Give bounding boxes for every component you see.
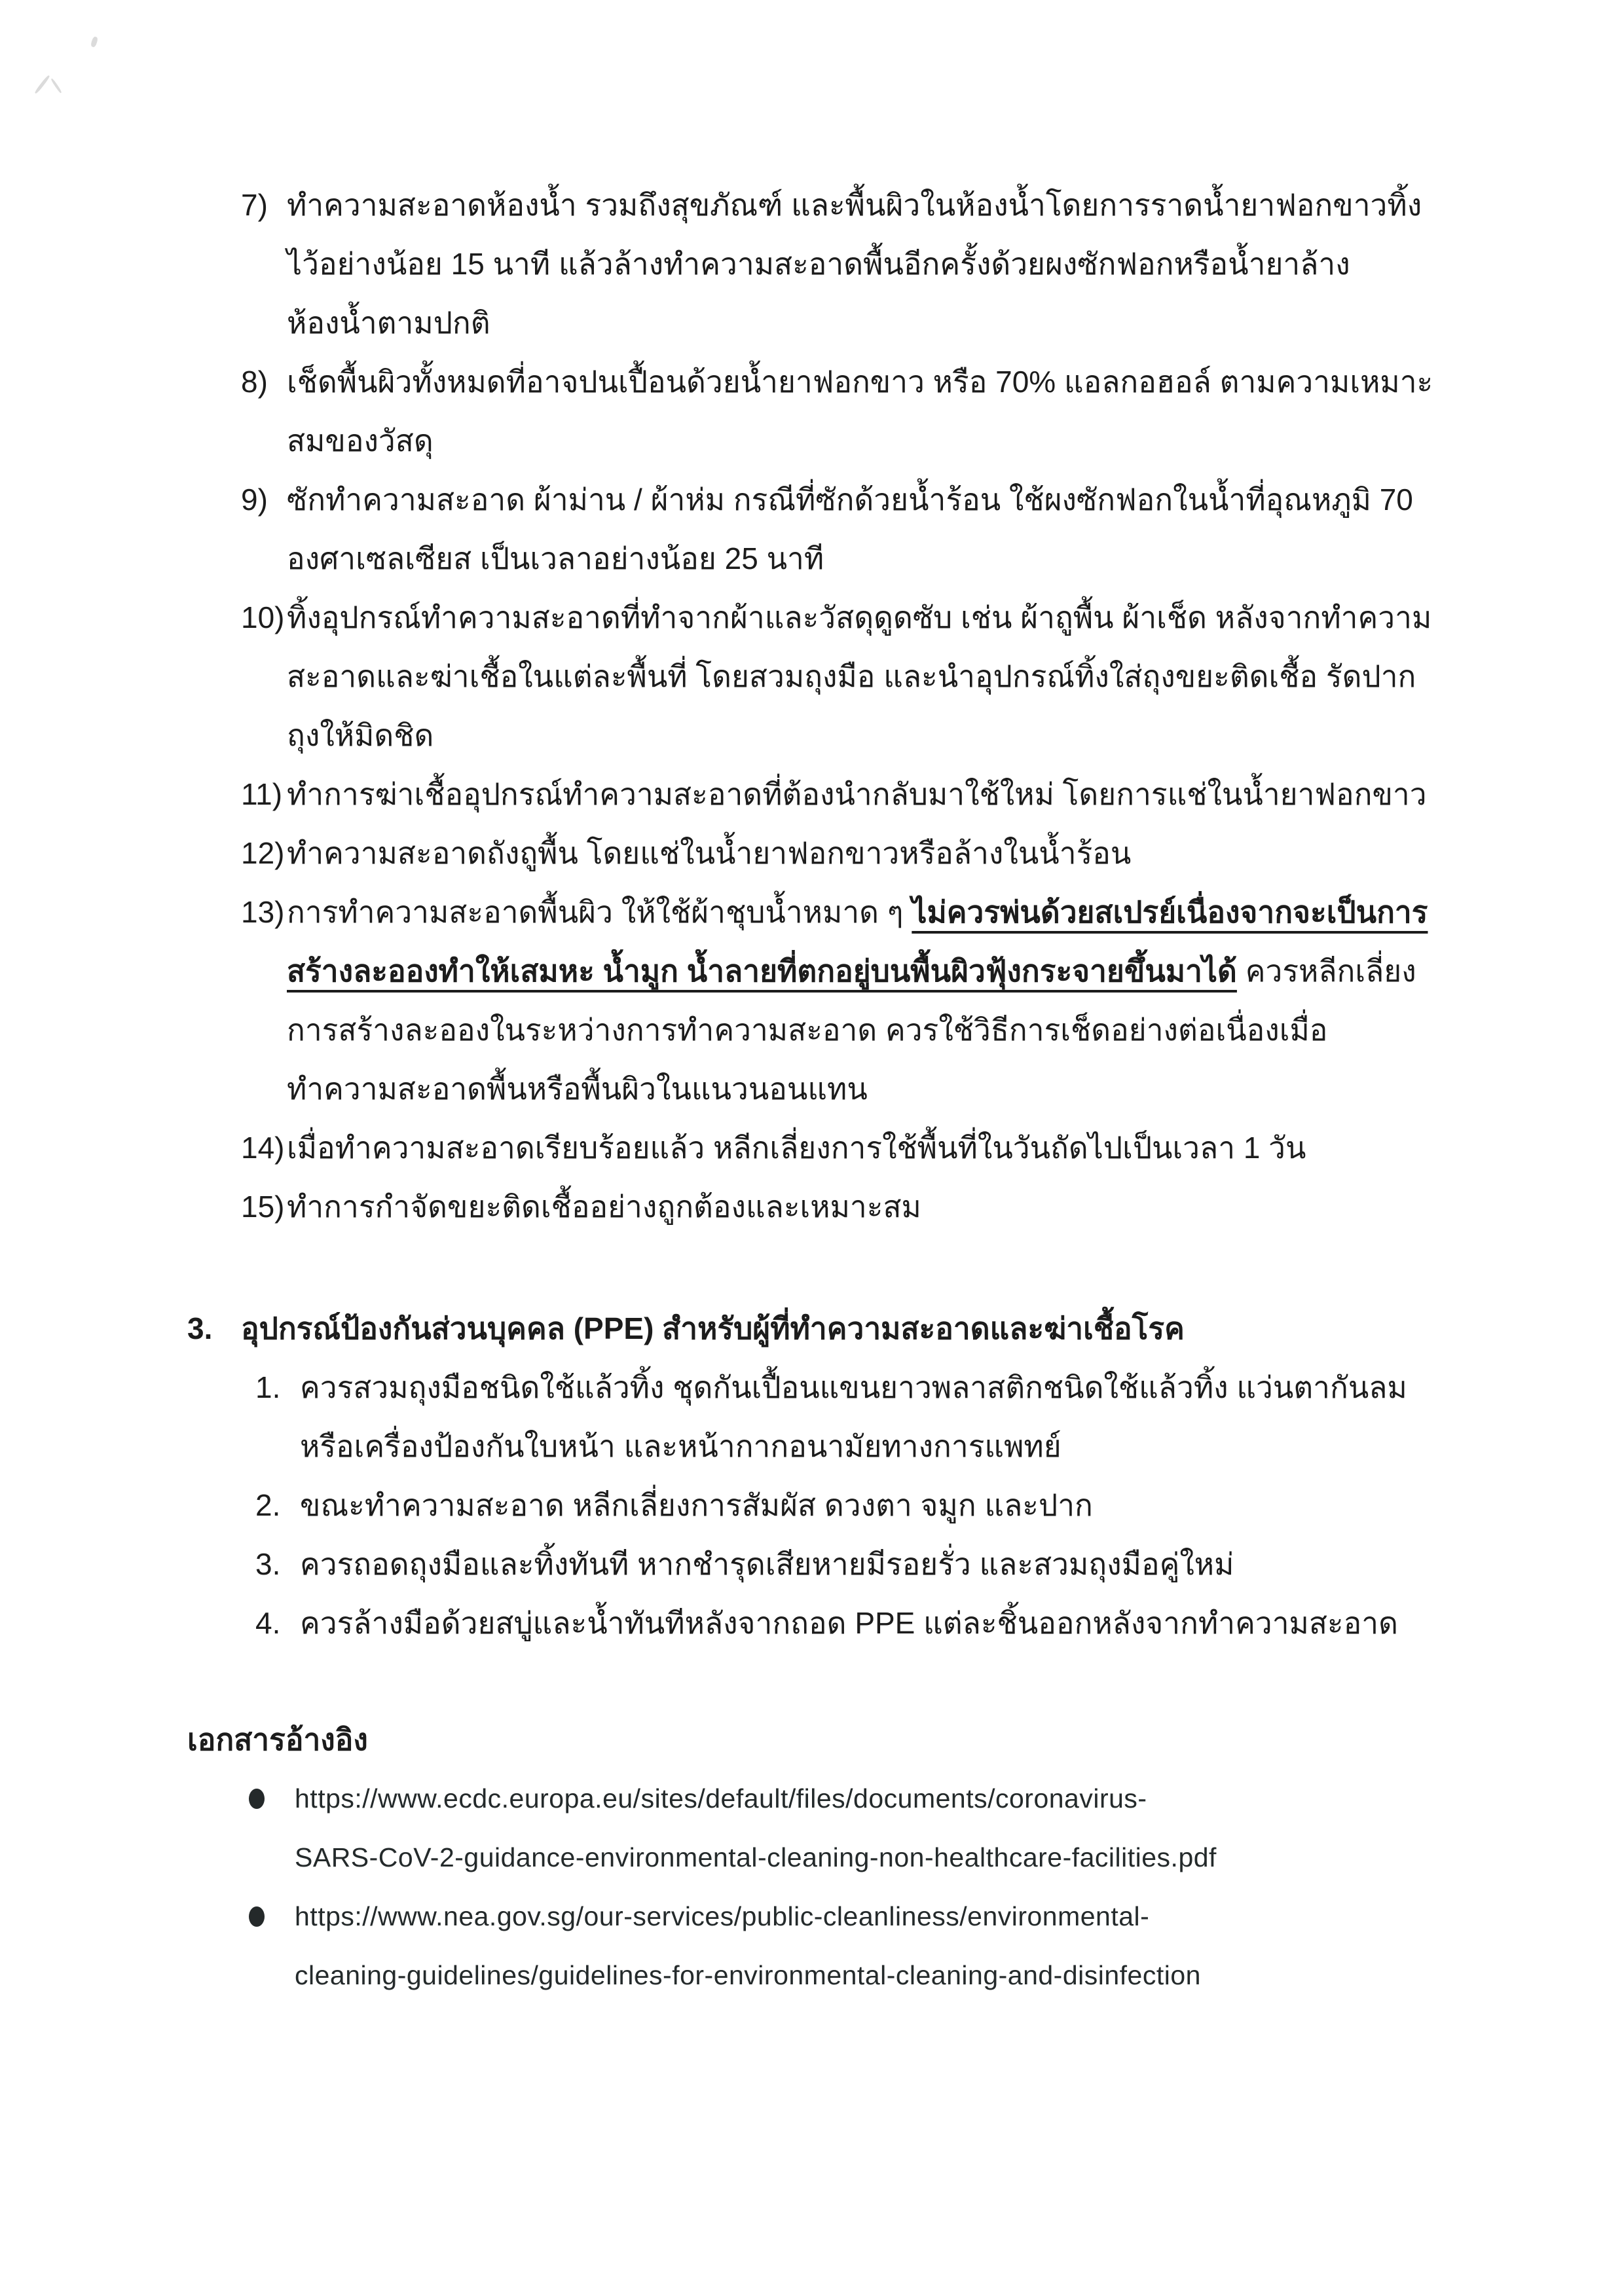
list-item [255, 1358, 1434, 1476]
list-item [255, 1535, 1434, 1594]
list-item-text: ทำความสะอาดห้องน้ำ รวมถึงสุขภัณฑ์ และพื้นผิวในห้องน้ำโดยการราดน้ำยาฟอกขาวทิ้งไว้อย่างน้อย 15 นาที แล้วล้างทำความสะอาดพื้นอีกครั้งด้วยผงซักฟอกหรือน้ำยาล้างห้องน้ำตามปกติ [287, 188, 1422, 340]
ppe-section-heading [187, 1299, 1434, 1358]
list-item [255, 1476, 1434, 1535]
page-content [187, 175, 1434, 2005]
list-item [241, 470, 1434, 588]
list-item-text: ซักทำความสะอาด ผ้าม่าน / ผ้าห่ม กรณีที่ซักด้วยน้ำร้อน ใช้ผงซักฟอกในน้ำที่อุณหภูมิ 70 องศาเซลเซียส เป็นเวลาอย่างน้อย 25 นาที [287, 483, 1413, 575]
list-item [241, 765, 1434, 824]
reference-url: https://www.nea.gov.sg/our-services/public-cleanliness/environmental-cleaning-guidelines/guidelines-for-environmental-cleaning-and-disinfection [295, 1901, 1201, 1990]
list-item [241, 175, 1434, 352]
list-item [241, 883, 1434, 1118]
list-item-text: ขณะทำความสะอาด หลีกเลี่ยงการสัมผัส ดวงตา จมูก และปาก [300, 1488, 1093, 1522]
list-item-text: ทำการกำจัดขยะติดเชื้ออย่างถูกต้องและเหมาะสม [287, 1190, 921, 1224]
list-item-text: ควรถอดถุงมือและทิ้งทันที หากชำรุดเสียหายมีรอยรั่ว และสวมถุงมือคู่ใหม่ [300, 1547, 1234, 1581]
list-item-text: ควรล้างมือด้วยสบู่และน้ำทันทีหลังจากถอด PPE แต่ละชิ้นออกหลังจากทำความสะอาด [300, 1606, 1398, 1640]
list-item-text-segment: ควรหลีกเลี่ยงการสร้างละอองในระหว่างการทำความสะอาด ควรใช้วิธีการเช็ดอย่างต่อเนื่องเมื่อทำความสะอาดพื้นหรือพื้นผิวในแนวนอนแทน [287, 954, 1416, 1106]
section-number: 3. [187, 1311, 213, 1345]
list-item-number: 13) [241, 895, 285, 929]
list-item [241, 824, 1434, 883]
list-item [241, 1118, 1434, 1177]
list-item-number: 15) [241, 1190, 285, 1224]
list-item-number: 3. [255, 1547, 281, 1581]
list-item-number: 14) [241, 1131, 285, 1165]
scan-artifact [50, 78, 62, 94]
list-item-number: 10) [241, 600, 285, 634]
references-heading: เอกสารอ้างอิง [187, 1722, 368, 1757]
list-item [255, 1594, 1434, 1652]
list-item-number: 8) [241, 365, 268, 399]
bullet-icon [249, 1906, 265, 1927]
ppe-list [255, 1358, 1434, 1652]
list-item-number: 1. [255, 1370, 281, 1404]
references-list [249, 1769, 1434, 2005]
scan-artifact [34, 75, 50, 94]
reference-item [249, 1887, 1434, 2005]
list-item [241, 1177, 1434, 1236]
list-item-number: 4. [255, 1606, 281, 1640]
list-item-number: 2. [255, 1488, 281, 1522]
reference-url: https://www.ecdc.europa.eu/sites/default/files/documents/coronavirus-SARS-CoV-2-guidance-environmental-cleaning-non-healthcare-facilities.pdf [295, 1783, 1217, 1872]
list-item-number: 7) [241, 188, 268, 222]
list-item-text: เช็ดพื้นผิวทั้งหมดที่อาจปนเปื้อนด้วยน้ำยาฟอกขาว หรือ 70% แอลกอฮอล์ ตามความเหมาะสมของวัสดุ [287, 365, 1433, 458]
list-item [241, 352, 1434, 470]
section-title: อุปกรณ์ป้องกันส่วนบุคคล (PPE) สำหรับผู้ที่ทำความสะอาดและฆ่าเชื้อโรค [241, 1311, 1185, 1345]
scan-artifact [90, 36, 99, 48]
emphasized-underlined-text: ไม่ควรพ่นด้วยสเปรย์เนื่องจากจะเป็นการสร้างละอองทำให้เสมหะ น้ำมูก น้ำลายที่ตกอยู่บนพื้นผิวฟุ้งกระจายขึ้นมาได้ [287, 895, 1428, 988]
list-item-number: 11) [241, 777, 283, 811]
cleaning-steps-list [241, 175, 1434, 1236]
list-item-text [287, 883, 1434, 1118]
list-item-text: เมื่อทำความสะอาดเรียบร้อยแล้ว หลีกเลี่ยงการใช้พื้นที่ในวันถัดไปเป็นเวลา 1 วัน [287, 1131, 1306, 1165]
list-item-text-segment: การทำความสะอาดพื้นผิว ให้ใช้ผ้าชุบน้ำหมาด ๆ [287, 895, 912, 929]
list-item-number: 9) [241, 483, 268, 517]
list-item-text: ทำการฆ่าเชื้ออุปกรณ์ทำความสะอาดที่ต้องนำกลับมาใช้ใหม่ โดยการแช่ในน้ำยาฟอกขาว [287, 777, 1427, 811]
bullet-icon [249, 1789, 265, 1809]
list-item [241, 588, 1434, 765]
list-item-number: 12) [241, 836, 285, 870]
list-item-text: ทิ้งอุปกรณ์ทำความสะอาดที่ทำจากผ้าและวัสดุดูดซับ เช่น ผ้าถูพื้น ผ้าเช็ด หลังจากทำความสะอาดและฆ่าเชื้อในแต่ละพื้นที่ โดยสวมถุงมือ และนำอุปกรณ์ทิ้งใส่ถุงขยะติดเชื้อ รัดปากถุงให้มิดชิด [287, 600, 1432, 752]
reference-item [249, 1769, 1434, 1887]
list-item-text: ทำความสะอาดถังถูพื้น โดยแช่ในน้ำยาฟอกขาวหรือล้างในน้ำร้อน [287, 836, 1132, 870]
list-item-text: ควรสวมถุงมือชนิดใช้แล้วทิ้ง ชุดกันเปื้อนแขนยาวพลาสติกชนิดใช้แล้วทิ้ง แว่นตากันลม หรือเครื่องป้องกันใบหน้า และหน้ากากอนามัยทางการแพทย์ [300, 1370, 1407, 1463]
